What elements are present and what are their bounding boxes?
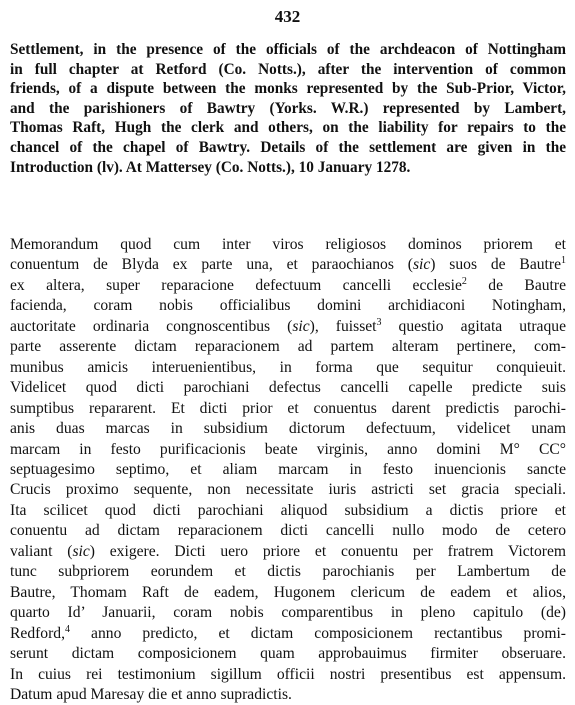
text-line: Bautre, Thomam Raft de eadem, Hugonem clericum de eadem et alios, [10,583,566,601]
summary-line: Introduction (lv). At Mattersey (Co. Notts.), 10 January 1278. [10,158,411,176]
sic-mark: sic [72,542,90,560]
text-line: Crucis proximo sequente, non necessitate iuris astricti set gracia speciali. [10,481,566,499]
text-line: septuagesimo septimo, et aliam marcam in festo inuencionis sancte [10,460,566,478]
text-fragment: questio agitata utraque [381,317,566,335]
text-line: serunt dictam composicionem quam approbauimus firmiter obseruare. [10,645,566,663]
sic-mark: sic [412,256,431,274]
summary-line: chancel of the chapel of Bawtry. Details of the settlement are given in the [10,138,566,156]
text-line: Videlicet quod dicti parochiani defectus cancelli capelle predicte suis [10,379,566,397]
text-line: Memorandum quod cum inter viros religiosos dominos priorem et [10,236,566,253]
text-fragment: auctoritate ordinaria congnoscentibus ( [10,317,293,335]
summary-line: Settlement, in the presence of the officials of the archdeacon of Nottingham [10,41,566,58]
text-line: anis duas marcas in subsidium dictorum defectuum, videlicet unam [10,420,566,438]
text-line [10,276,566,296]
latin-text [10,235,566,705]
text-line [10,255,566,275]
text-line: In cuius rei testimonium sigillum officii nostri presentibus est appensum. [10,665,566,683]
summary-line: friends, of a dispute between the monks represented by the Sub-Prior, Victor, [10,80,566,98]
summary-line: in full chapter at Retford (Co. Notts.), after the intervention of common [10,60,566,78]
summary-heading [10,40,566,177]
text-fragment: ) exigere. Dicti uero priore et conuentu per fratrem Victorem [89,542,566,560]
text-fragment: valiant ( [10,542,73,560]
text-fragment: ex altera, super reparacione defectuum cancelli ecclesie [10,276,462,294]
text-line: marcam in festo purificacionis beate virginis, anno domini M° CC° [10,440,566,458]
text-line: conuentu ad dictam reparacionem dicti cancelli nullo modo de cetero [10,522,566,540]
page-number: 432 [274,7,301,26]
text-line: Datum apud Maresay die et anno supradictis. [10,685,292,703]
text-fragment: anno predicto, et dictam composicionem rectantibus promi- [70,624,566,642]
footnote-ref: 3 [376,316,382,328]
text-line: munibus amicis interuenientibus, in forma que sequitur conquieuit. [10,358,566,376]
text-line [10,542,566,562]
text-line [10,624,566,644]
text-fragment: ), fuisset [309,317,377,335]
text-fragment: ) suos de Bautre [430,256,561,274]
text-fragment: conuentum de Blyda ex parte una, et paraochianos ( [10,256,413,274]
text-fragment: de Bautre [466,276,566,294]
text-line: Ita scilicet quod dicti parochiani aliquod subsidium a dictis priore et [10,501,566,519]
summary-line: and the parishioners of Bawtry (Yorks. W.R.) represented by Lambert, [10,99,566,117]
text-line [10,317,566,337]
footnote-ref: 1 [561,255,566,267]
footnote-ref: 4 [65,623,70,635]
summary-line: Thomas Raft, Hugh the clerk and others, on the liability for repairs to the [10,119,566,137]
text-line: facienda, coram nobis officialibus domini archidiaconi Notingham, [10,297,566,315]
text-line: quarto Id’ Januarii, coram nobis comparentibus in pleno capitulo (de) [10,604,566,622]
footnote-ref: 2 [461,275,467,287]
text-line: sumptibus repararent. Et dicti prior et conuentus darent predictis parochi- [10,399,566,417]
text-line: parte asserente dictam reparacionem ad partem alteram pertinere, com- [10,338,566,356]
text-line: tunc subpriorem eorundem et dictis parochianis per Lambertum de [10,563,566,581]
sic-mark: sic [292,317,310,335]
text-fragment: Redford, [10,624,65,642]
